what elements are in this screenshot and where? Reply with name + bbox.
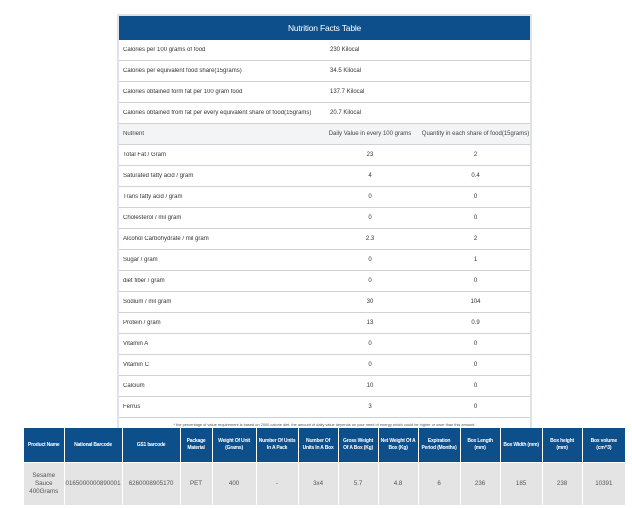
product-cell: 10391 [582,463,625,506]
product-specs-table [24,428,625,505]
nutrition-table-title: Nutrition Facts Table [119,16,530,40]
daily-value: 0 [368,278,372,284]
nutrition-facts-table [117,14,532,434]
product-cell: 236 [460,463,500,506]
nutrient-row [119,187,530,208]
product-column-header: Net Weight Of A Box (Kg) [378,428,418,463]
product-column-header: Gross Weight Of A Box (Kg) [338,428,378,463]
product-column-header: National Barcode [64,428,122,463]
nutrient-row [119,355,530,376]
product-column-header: Box height (mm) [542,428,582,463]
product-cell: 238 [542,463,582,506]
quantity-per-share: 0.9 [471,320,480,326]
product-column-header: GS1 barcode [122,428,180,463]
nutrient-row [119,145,530,166]
quantity-per-share: 0 [473,341,478,347]
product-cell: Sesame Sauce 400Grams [24,463,64,506]
calories-value: 20.7 Kilocal [330,110,362,116]
product-cell: 5.7 [338,463,378,506]
nutrient-row [119,313,530,334]
nutrient-row [119,292,530,313]
quantity-per-share: 0 [473,383,478,389]
quantity-per-share: 1 [473,257,478,263]
product-column-header: Expiration Period (Months) [418,428,460,463]
daily-value: 0 [368,194,372,200]
calories-value: 34.5 Kilocal [330,68,362,74]
nutrient-row [119,208,530,229]
daily-value: 23 [366,152,374,158]
nutrient-row [119,271,530,292]
nutrient-header-row [119,124,530,145]
nutrient-name: Sugar / gram [123,257,158,263]
calories-row [119,61,530,82]
quantity-per-share: 2 [473,236,478,242]
calories-value: 230 Kilocal [330,47,360,53]
nutrient-name: Ferrus [123,404,141,410]
product-table-header-row [24,428,625,463]
quantity-column-header: Quantity in each share of food(15grams) [421,131,530,137]
product-column-header: Product Name [24,428,64,463]
nutrient-row [119,334,530,355]
daily-value: 10 [366,383,374,389]
quantity-per-share: 2 [473,152,478,158]
nutrient-name: Alcohol Carbohydrate / mil gram [123,236,209,242]
product-cell: 3x4 [298,463,338,506]
calories-row [119,82,530,103]
product-column-header: Weight Of Unit (Grams) [212,428,256,463]
calories-row [119,40,530,61]
quantity-per-share: 0 [473,404,478,410]
nutrient-name: Vitamin A [123,341,149,347]
nutrient-column-header: Nutrient [123,131,145,137]
product-column-header: Package Material [180,428,212,463]
quantity-per-share: 0 [473,278,478,284]
daily-value: 3 [368,404,372,410]
nutrient-name: Calcium [123,383,145,389]
nutrient-row [119,376,530,397]
product-cell: PET [180,463,212,506]
quantity-per-share: 0 [473,215,478,221]
daily-value-column-header: Daily Value in every 100 grams [328,131,412,137]
calories-row [119,103,530,124]
product-column-header: Number Of Units In A Box [298,428,338,463]
quantity-per-share: 0 [473,362,478,368]
product-column-header: Number Of Units In A Pack [256,428,298,463]
product-cell: 185 [500,463,542,506]
nutrient-row [119,166,530,187]
calories-value: 137.7 Kilocal [330,89,365,95]
calories-label: Calories obtained from fat per every equivalent share of food(15grams) [123,110,312,116]
calories-label: Calories per 100 grams of food [123,47,206,53]
quantity-per-share: 104 [470,299,481,305]
daily-value: 4 [368,173,372,179]
nutrient-name: diet fiber / gram [123,278,165,284]
daily-value: 0 [368,257,372,263]
product-column-header: Box Length (mm) [460,428,500,463]
product-cell: 6 [418,463,460,506]
product-column-header: Box Width (mm) [500,428,542,463]
quantity-per-share: 0 [473,194,478,200]
product-cell: - [256,463,298,506]
nutrient-name: Total Fat / Gram [123,152,167,158]
daily-value: 0 [368,341,372,347]
nutrient-row [119,229,530,250]
product-cell: 400 [212,463,256,506]
nutrient-name: Protein / gram [123,320,161,326]
product-cell: 6260008905170 [122,463,180,506]
daily-value: 2.3 [365,236,375,242]
daily-value: 30 [366,299,374,305]
calories-label: Calories obtained form fat per 100 gram food [123,89,243,95]
product-cell: 0165000000890001 [64,463,122,506]
quantity-per-share: 0.4 [471,173,480,179]
product-table-row [24,463,625,506]
calories-label: Calories per equivalent food share(15grams) [123,68,242,74]
daily-value: 0 [368,362,372,368]
product-column-header: Box volume (cm^3) [582,428,625,463]
nutrient-name: Sodium / mil gram [123,299,172,305]
daily-value: 0 [368,215,372,221]
nutrient-row [119,250,530,271]
product-cell: 4.8 [378,463,418,506]
nutrient-name: Vitamin C [123,362,149,368]
nutrient-name: Trans fatty acid / gram [123,194,183,200]
daily-value: 13 [366,320,374,326]
nutrient-row [119,397,530,417]
nutrition-footnote: * the percentage of value requirement is based on 2000 calorie diet. the amount of daily value depends on your need of energy which could be higher or ower than this amount. [119,417,530,432]
nutrient-name: Saturated fatty acid / gram [123,173,194,179]
nutrient-name: Cholesterol / mil gram [123,215,182,221]
